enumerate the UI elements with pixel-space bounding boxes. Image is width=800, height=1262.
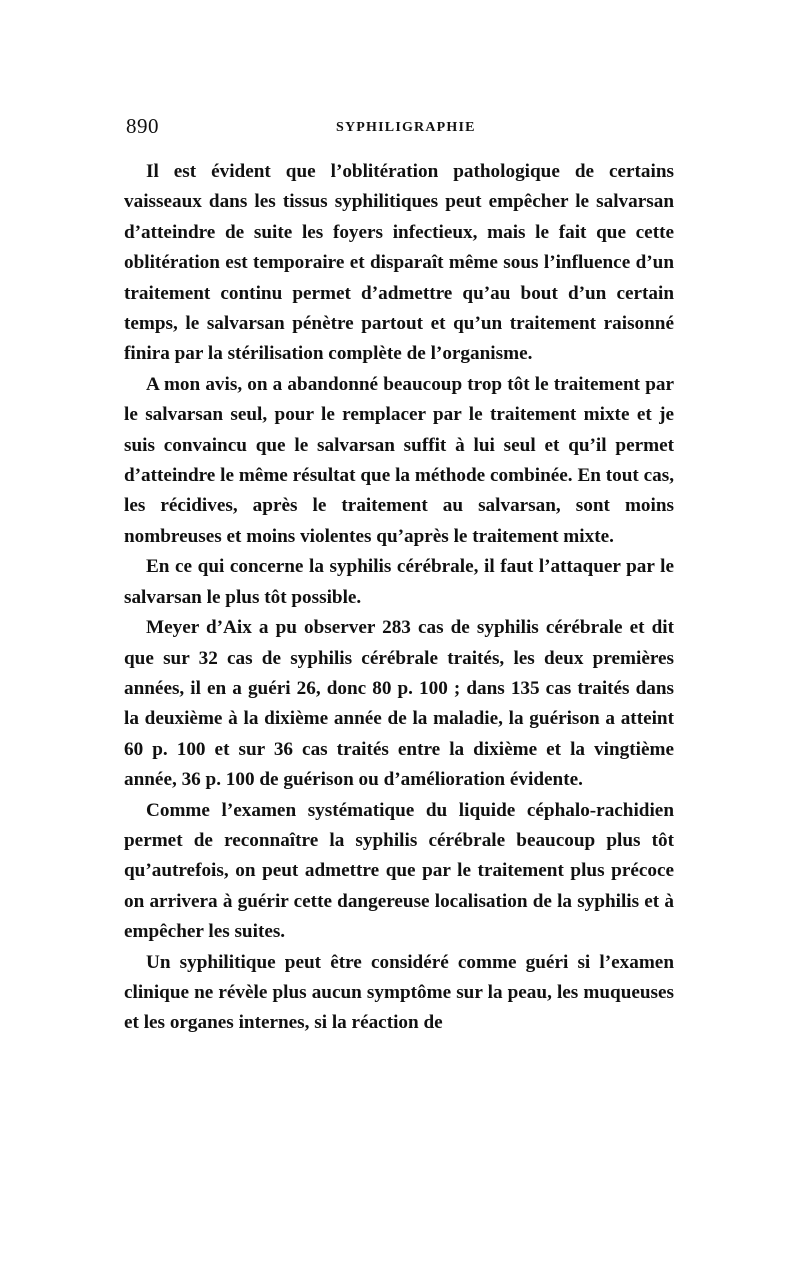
running-head: SYPHILIGRAPHIE — [336, 120, 476, 135]
page-number: 890 — [126, 114, 159, 138]
paragraph-salvarsan-obliteration: Il est évident que l’oblitération pathologique de certains vaisseaux dans les tissus syphilitiques peut empêcher le salvarsan d’atteindre de suite les foyers infectieux, mais le fait que cette oblitération est temporaire et disparaît même sous l’influence d’un traitement continu permet d’admettre qu’au bout d’un certain temps, le salvarsan pénètre partout et qu’un traitement raisonné finira par la stérilisation complète de l’organisme. — [124, 161, 674, 365]
body-text — [124, 157, 674, 1039]
paragraph-treatment-opinion: A mon avis, on a abandonné beaucoup trop tôt le traitement par le salvarsan seul, pour le remplacer par le traitement mixte et je suis convaincu que le salvarsan suffit à lui seul et qu’il permet d’atteindre le même résultat que la méthode combinée. En tout cas, les récidives, après le traitement au salvarsan, sont moins nombreuses et moins violentes qu’après le traitement mixte. — [124, 373, 674, 547]
paragraph-cerebral-syphilis: En ce qui concerne la syphilis cérébrale, il faut l’attaquer par le salvarsan le plus tôt possible. — [124, 556, 674, 608]
paragraph-cure-criteria: Un syphilitique peut être considéré comme guéri si l’examen clinique ne révèle plus aucun symptôme sur la peau, les muqueuses et les organes internes, si la réaction de — [124, 951, 674, 1034]
paragraph-cerebrospinal-exam: Comme l’examen systématique du liquide céphalo-rachidien permet de reconnaître la syphilis cérébrale beaucoup plus tôt qu’autrefois, on peut admettre que par le traitement plus précoce on arrivera à guérir cette dangereuse localisation de la syphilis et à empêcher les suites. — [124, 799, 674, 943]
page-header — [126, 114, 674, 140]
paragraph-meyer-statistics: Meyer d’Aix a pu observer 283 cas de syphilis cérébrale et dit que sur 32 cas de syphilis cérébrale traités, les deux premières années, il en a guéri 26, donc 80 p. 100 ; dans 135 cas traités dans la deuxième à la dixième année de la maladie, la guérison a atteint 60 p. 100 et sur 36 cas traités entre la dixième et la vingtième année, 36 p. 100 de guérison ou d’amélioration évidente. — [124, 617, 674, 791]
